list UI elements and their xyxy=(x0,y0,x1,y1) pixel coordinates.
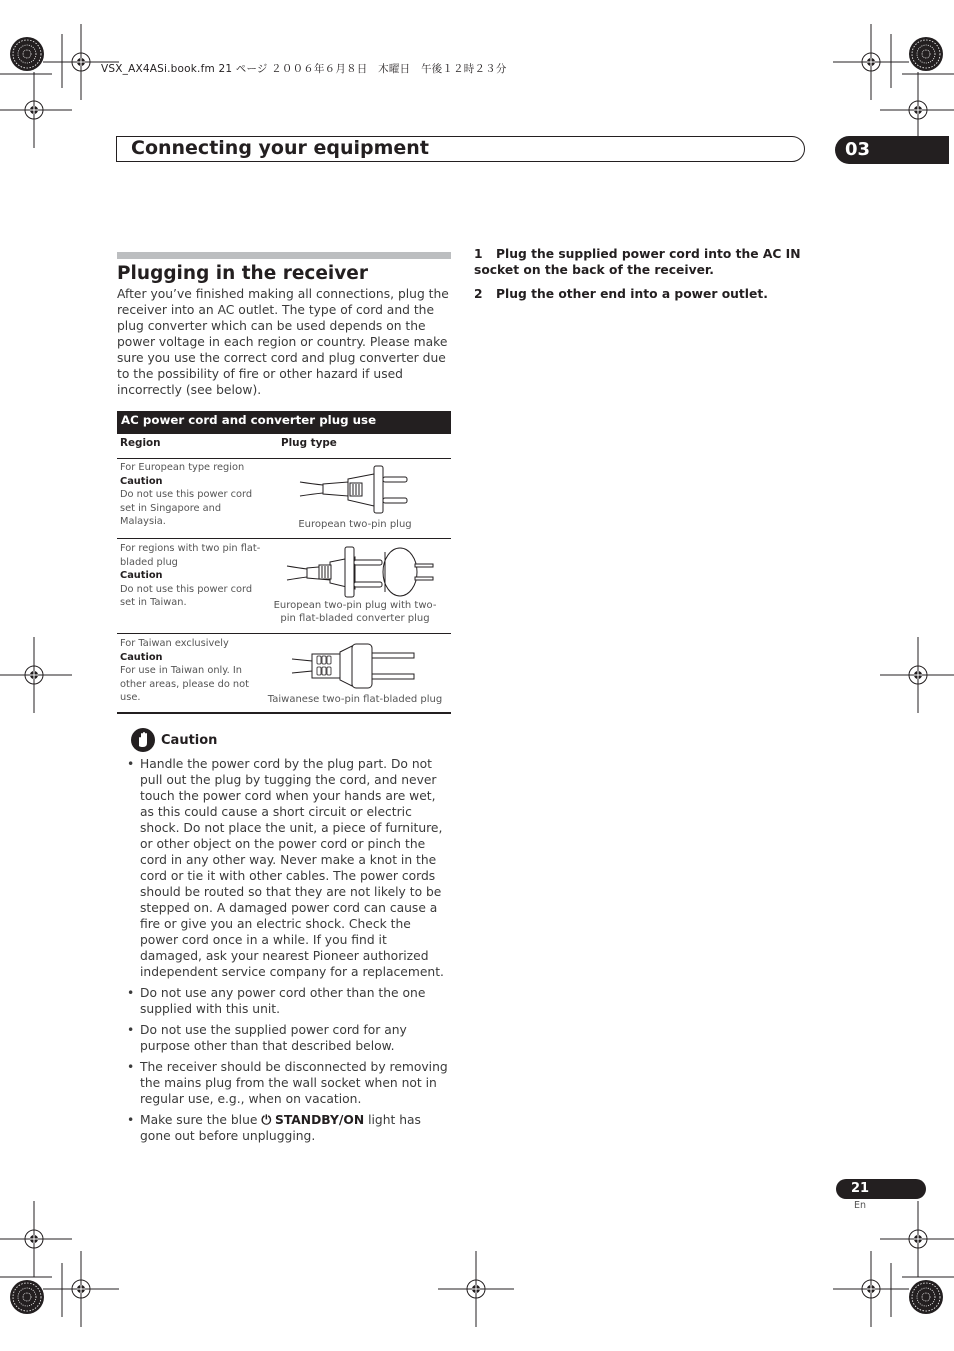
table-header-region: Region xyxy=(120,437,161,449)
step-number: 2 xyxy=(474,287,483,301)
caution-heading: Caution xyxy=(161,733,218,748)
row-note: For use in Taiwan only. In other areas, please do not use. xyxy=(120,665,249,703)
plug-caption: European two-pin plug xyxy=(298,519,412,530)
caution-text: Handle the power cord by the plug part. Do not pull out the plug by tugging the cord, and never touch the power cord when your hands are wet, as this could cause a short circuit or electric shock. Do not place the unit, a piece of furniture, or other object on the power cord or pinch the cord in any other way. Never make a knot in the cord or tie it with other cables. The power cords should be routed so that they are not likely to be stepped on. A damaged power cord can cause a fire or give you an electric shock. Check the power cord once in a while. If you find it damaged, ask your nearest Pioneer authorized independent service company for a replacement. xyxy=(140,757,444,979)
caution-list xyxy=(127,756,451,1149)
list-item xyxy=(127,1059,451,1107)
list-item xyxy=(127,985,451,1017)
registration-cross-top-right xyxy=(833,24,909,100)
table-bottom-rule xyxy=(117,712,451,714)
table-divider xyxy=(117,458,451,459)
row-region: For regions with two pin flat-bladed plug xyxy=(120,543,261,568)
table-row-european xyxy=(120,461,262,529)
section-rule xyxy=(117,252,451,259)
registration-wheel-top-left xyxy=(10,37,44,71)
registration-cross-bottom-left xyxy=(43,1251,119,1327)
power-icon: ⏻ xyxy=(261,1113,272,1127)
row-note: Do not use this power cord set in Taiwan. xyxy=(120,583,253,608)
row-caution-label: Caution xyxy=(120,570,163,581)
registration-wheel-bottom-right xyxy=(909,1280,943,1314)
plug-caption: Taiwanese two-pin flat-bladed plug xyxy=(267,694,443,705)
registration-cross-left-upper xyxy=(0,72,72,148)
row-region: For European type region xyxy=(120,462,245,473)
section-intro: After you’ve finished making all connections, plug the receiver into an AC outlet. The type of cord and the plug converter which can be used depends on the power voltage in each region or country. Please make sure you use the correct cord and plug converter due to the possibility of fire or other hazard if used incorrectly (see below). xyxy=(117,287,449,397)
registration-cross-left-middle xyxy=(0,637,72,713)
registration-wheel-bottom-left xyxy=(10,1280,44,1314)
row-caution-label: Caution xyxy=(120,651,163,663)
table-row-flat-bladed xyxy=(120,542,262,610)
standby-on-label: STANDBY/ON xyxy=(275,1113,365,1127)
caution-hand-icon xyxy=(131,728,155,752)
step-1 xyxy=(474,246,804,278)
bullet-glyph: • xyxy=(127,986,135,1000)
step-number: 1 xyxy=(474,247,483,261)
row-region: For Taiwan exclusively xyxy=(120,638,229,649)
row-note: Do not use this power cord set in Singapore and Malaysia. xyxy=(120,489,253,527)
caution-text-after: light has gone out before unplugging. xyxy=(140,1113,421,1143)
european-two-pin-plug-illustration xyxy=(298,462,413,517)
plug-caption: European two-pin plug with two-pin flat-bladed converter plug xyxy=(273,600,437,624)
caution-text: The receiver should be disconnected by removing the mains plug from the wall socket when not in regular use, e.g., when on vacation. xyxy=(140,1060,448,1106)
registration-cross-right-middle xyxy=(880,637,954,713)
registration-wheel-top-right xyxy=(909,37,943,71)
registration-cross-bottom-center xyxy=(438,1251,514,1327)
file-header: VSX_AX4ASi.book.fm 21 ページ ２００６年６月８日 木曜日 午後１２時２３分 xyxy=(101,63,507,75)
chapter-number-tab: 03 xyxy=(835,136,949,164)
bullet-glyph: • xyxy=(127,1060,135,1074)
caution-text-before: Make sure the blue xyxy=(140,1113,262,1127)
table-divider xyxy=(117,633,451,634)
bullet-glyph: • xyxy=(127,1113,135,1127)
language-code: En xyxy=(854,1200,867,1211)
table-title: AC power cord and converter plug use xyxy=(117,411,451,434)
list-item xyxy=(127,1022,451,1054)
list-item xyxy=(127,1112,451,1144)
european-plug-with-converter-illustration xyxy=(285,542,440,600)
table-header-plug-type: Plug type xyxy=(281,437,337,449)
table-divider xyxy=(117,538,451,539)
bullet-glyph: • xyxy=(127,757,135,771)
registration-cross-left-lower xyxy=(0,1201,72,1277)
caution-text: Do not use any power cord other than the one supplied with this unit. xyxy=(140,986,426,1016)
bullet-glyph: • xyxy=(127,1023,135,1037)
registration-cross-bottom-right xyxy=(833,1251,909,1327)
page-number-tab: 21 xyxy=(836,1179,926,1199)
table-row-taiwan xyxy=(120,637,262,705)
instruction-steps xyxy=(474,246,804,310)
step-text: Plug the supplied power cord into the AC IN socket on the back of the receiver. xyxy=(474,247,801,277)
list-item xyxy=(127,756,451,980)
row-caution-label: Caution xyxy=(120,475,163,487)
caution-text: Do not use the supplied power cord for any purpose other than that described below. xyxy=(140,1023,407,1053)
section-title: Plugging in the receiver xyxy=(117,263,368,284)
chapter-title: Connecting your equipment xyxy=(131,137,429,159)
step-text: Plug the other end into a power outlet. xyxy=(496,287,768,301)
taiwanese-flat-bladed-plug-illustration xyxy=(290,640,420,692)
step-2 xyxy=(474,286,804,302)
